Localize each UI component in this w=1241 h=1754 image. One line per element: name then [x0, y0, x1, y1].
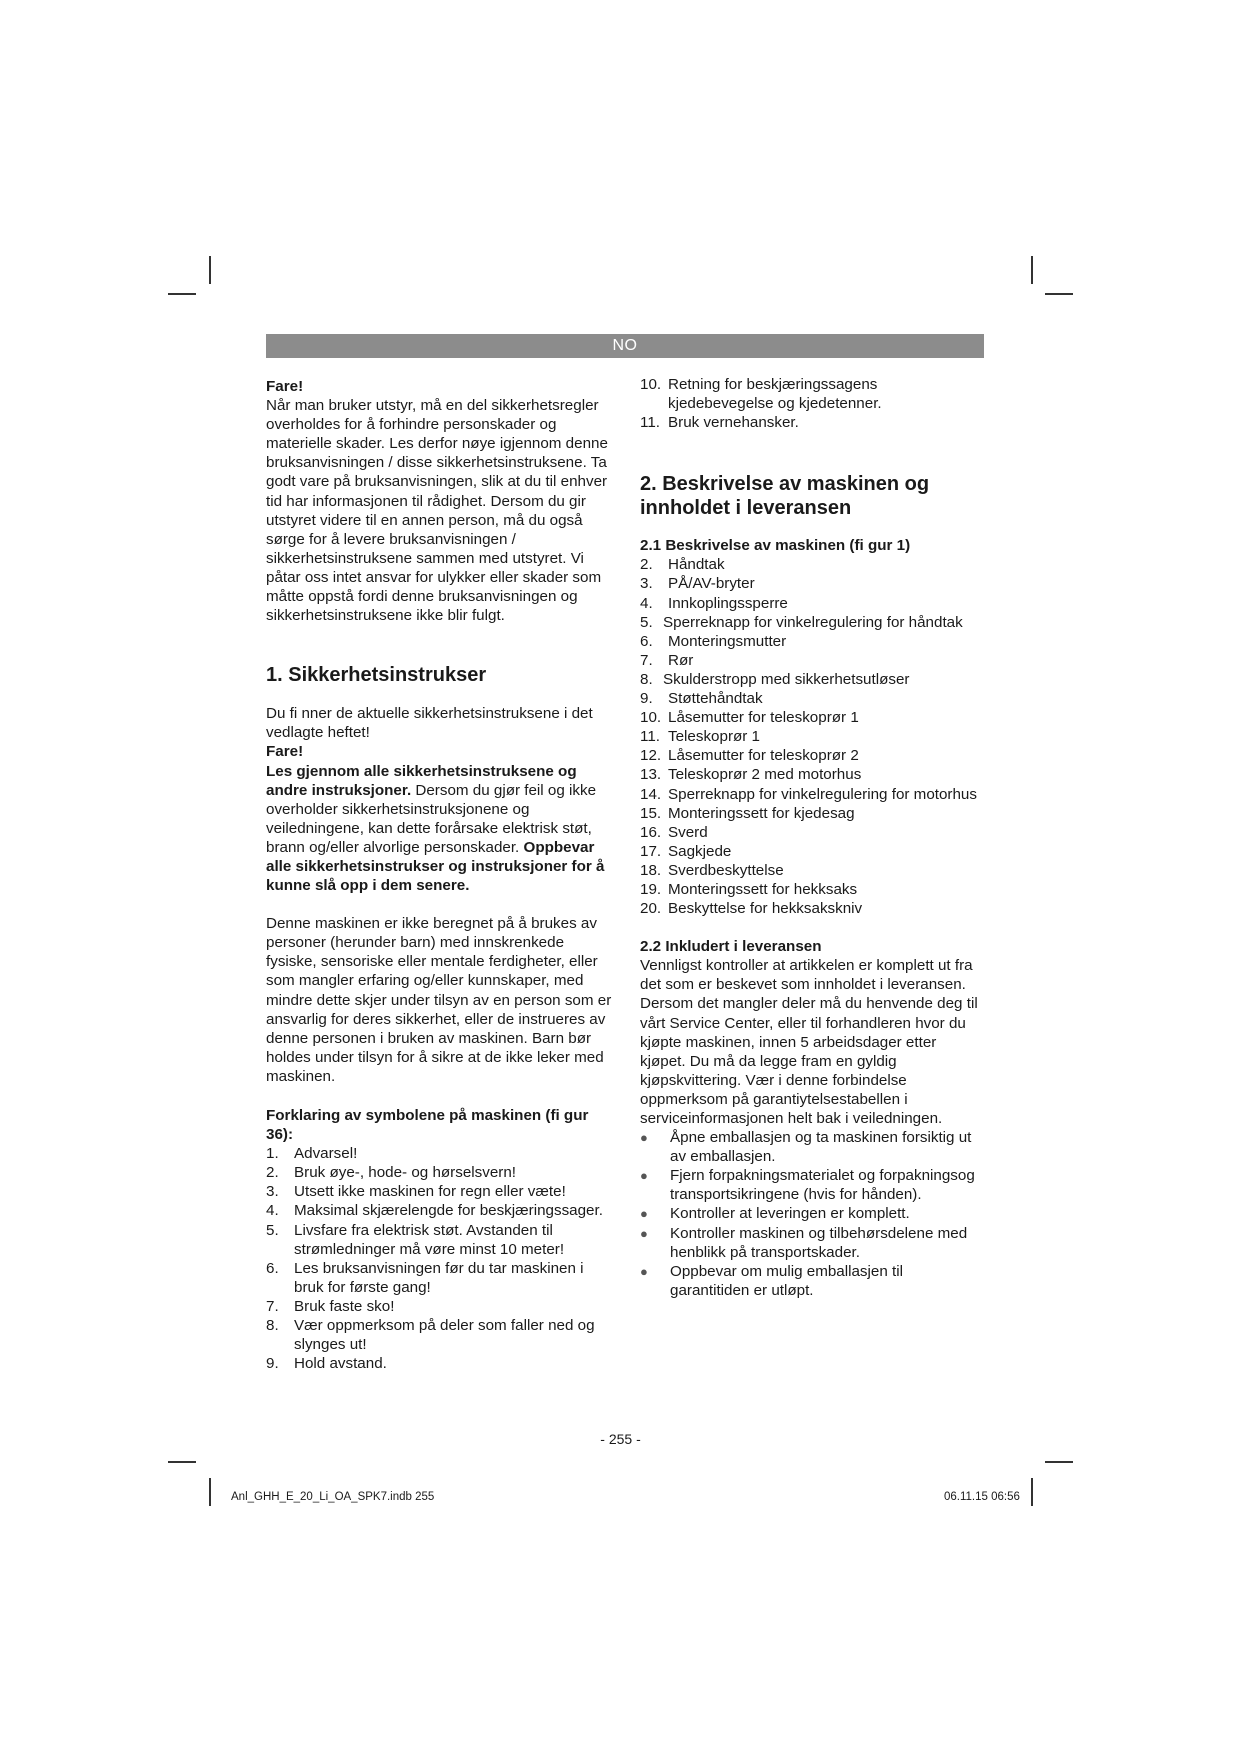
list-text: Sperreknapp for vinkelregulering for håndtak: [663, 613, 963, 631]
list-number: 17.: [640, 842, 662, 860]
crop-mark-top-left-h: [168, 293, 196, 295]
part-item: [640, 670, 984, 689]
list-number: 14.: [640, 785, 662, 803]
bullet-icon: ●: [640, 1206, 648, 1222]
list-text: Beskyttelse for hekksakskniv: [668, 900, 863, 918]
part-item: [640, 899, 984, 918]
list-number: 13.: [640, 766, 662, 784]
bullet-item: [640, 1204, 984, 1223]
part-item: [640, 842, 984, 861]
bullet-item: [640, 1128, 984, 1166]
list-number: 4.: [266, 1202, 279, 1220]
list-number: 7.: [266, 1297, 279, 1315]
list-number: 3.: [640, 575, 653, 593]
list-text: Håndtak: [668, 556, 725, 574]
bullet-text: Oppbevar om mulig emballasjen til garantitiden er utløpt.: [670, 1262, 903, 1299]
safety-booklet-paragraph: Du fi nner de aktuelle sikkerhetsinstruksene i det vedlagte heftet!: [266, 705, 593, 742]
page-number: - 255 -: [600, 1431, 641, 1447]
left-column: [266, 377, 616, 1373]
symbol-item: [266, 1354, 616, 1373]
list-text: Sverdbeskyttelse: [668, 861, 784, 879]
list-number: 9.: [266, 1355, 279, 1373]
list-text: Monteringsmutter: [668, 632, 787, 650]
symbols-list: [266, 1144, 616, 1373]
children-paragraph: Denne maskinen er ikke beregnet på å brukes av personer (herunder barn) med innskrenkede fysiske, sensoriske eller mentale ferdigheter, eller som mangler erfaring og/eller kunnskaper, med mindre dette skjer under tilsyn av en person som er ansvarlig for deres sikkerhet, eller de instrueres av denne personen i bruken av maskinen. Barn bør holdes under tilsyn for å sikre at de ikke leker med maskinen.: [266, 915, 612, 1085]
symbol-item: [266, 1221, 616, 1259]
bullet-text: Kontroller at leveringen er komplett.: [670, 1205, 910, 1223]
list-number: 9.: [640, 690, 653, 708]
list-number: 6.: [266, 1259, 279, 1277]
list-text: Maksimal skjærelengde for beskjæringssager.: [294, 1202, 603, 1220]
intro-paragraph: Når man bruker utstyr, må en del sikkerhetsregler overholdes for å forhindre personskader og materielle skader. Les derfor nøye igjennom denne bruksanvisningen / disse sikkerhetsinstruksene. Ta godt vare på bruksanvisningen, slik at du til enhver tid har informasjonen til rådighet. Dersom du gir utstyret videre til en annen person, må du også sørge for å levere bruksanvisningen / sikkerhetsinstruksene sammen med utstyret. Vi påtar oss intet ansvar for ulykker eller skader som måtte oppstå fordi denne bruksanvisningen og sikkerhetsinstruksene ikke blir fulgt.: [266, 397, 608, 625]
section-2-1-title: 2.1 Beskrivelse av maskinen (fi gur 1): [640, 537, 911, 555]
section-2-title: 2. Beskrivelse av maskinen og innholdet i leveransen: [640, 473, 930, 520]
warning-bold-1: Les gjennom alle sikkerhetsinstruksene og andre instruksjoner.: [266, 762, 577, 799]
part-item: [640, 613, 984, 632]
unpack-bullet-list: [640, 1128, 984, 1300]
bullet-text: Åpne emballasjen og ta maskinen forsiktig ut av emballasjen.: [670, 1129, 972, 1166]
list-text: Skulderstropp med sikkerhetsutløser: [663, 670, 910, 688]
symbol-item: [640, 413, 984, 432]
list-text: Bruk vernehansker.: [668, 414, 799, 432]
part-item: [640, 555, 984, 574]
list-number: 5.: [266, 1221, 279, 1239]
list-text: Bruk øye-, hode- og hørselsvern!: [294, 1164, 516, 1182]
list-number: 16.: [640, 823, 662, 841]
symbols-list-continued: [640, 375, 984, 432]
part-item: [640, 746, 984, 765]
part-item: [640, 765, 984, 784]
symbol-item: [266, 1259, 616, 1297]
section-1-title: 1. Sikkerhetsinstrukser: [266, 664, 487, 687]
print-date-time: 06.11.15 06:56: [944, 1491, 1020, 1503]
list-number: 6.: [640, 632, 653, 650]
crop-mark-top-right-h: [1045, 293, 1073, 295]
list-text: PÅ/AV-bryter: [668, 575, 755, 593]
bullet-item: [640, 1224, 984, 1262]
list-text: Monteringssett for kjedesag: [668, 804, 855, 822]
list-text: Advarsel!: [294, 1145, 358, 1163]
crop-mark-bottom-left-v: [209, 1478, 211, 1506]
list-text: Monteringssett for hekksaks: [668, 880, 858, 898]
list-text: Bruk faste sko!: [294, 1297, 395, 1315]
list-number: 8.: [640, 670, 653, 688]
bullet-icon: ●: [640, 1168, 648, 1184]
bullet-icon: ●: [640, 1263, 648, 1279]
list-text: Retning for beskjæringssagens kjedebevegelse og kjedetenner.: [668, 376, 882, 413]
part-item: [640, 880, 984, 899]
crop-mark-bottom-right-v: [1031, 1478, 1033, 1506]
list-text: Vær oppmerksom på deler som faller ned og slynges ut!: [294, 1317, 595, 1354]
warning-text: Dersom du gjør feil og ikke overholder sikkerhetsinstruksjonene og veiledningene, kan dette forårsake elektrisk støt, brann og/eller alvorlige personskader.: [266, 781, 597, 856]
list-text: Les bruksanvisningen før du tar maskinen i bruk for første gang!: [294, 1259, 584, 1296]
list-text: Livsfare fra elektrisk støt. Avstanden til strømledninger må vøre minst 10 meter!: [294, 1221, 565, 1258]
bullet-text: Fjern forpakningsmaterialet og forpakningsog transportsikringene (hvis for hånden).: [670, 1167, 975, 1204]
part-item: [640, 785, 984, 804]
list-text: Innkoplingssperre: [668, 594, 788, 612]
list-number: 5.: [640, 613, 653, 631]
bullet-item: [640, 1262, 984, 1300]
right-column: [640, 375, 984, 1300]
symbol-item: [266, 1201, 616, 1220]
list-text: Støttehåndtak: [668, 690, 763, 708]
list-number: 10.: [640, 709, 662, 727]
list-number: 8.: [266, 1317, 279, 1335]
part-item: [640, 594, 984, 613]
list-number: 4.: [640, 594, 653, 612]
bullet-text: Kontroller maskinen og tilbehørsdelene med henblikk på transportskader.: [670, 1224, 968, 1261]
bullet-item: [640, 1166, 984, 1204]
list-number: 18.: [640, 861, 662, 879]
crop-mark-bottom-left-h: [168, 1461, 196, 1463]
list-number: 12.: [640, 747, 662, 765]
list-text: Låsemutter for teleskoprør 1: [668, 709, 859, 727]
crop-mark-bottom-right-h: [1045, 1461, 1073, 1463]
symbol-item: [266, 1182, 616, 1201]
part-item: [640, 708, 984, 727]
bullet-icon: ●: [640, 1225, 648, 1241]
list-number: 11.: [640, 414, 660, 432]
symbol-item: [266, 1316, 616, 1354]
list-text: Teleskoprør 2 med motorhus: [668, 766, 862, 784]
symbol-item: [266, 1297, 616, 1316]
part-item: [640, 823, 984, 842]
list-number: 20.: [640, 900, 662, 918]
list-text: Teleskoprør 1: [668, 728, 760, 746]
part-item: [640, 804, 984, 823]
list-number: 10.: [640, 376, 662, 393]
part-item: [640, 689, 984, 708]
list-number: 2.: [266, 1164, 279, 1182]
warning-paragraph: [266, 762, 616, 896]
list-text: Rør: [668, 651, 694, 669]
danger-label: Fare!: [266, 378, 304, 395]
print-file-name: Anl_GHH_E_20_Li_OA_SPK7.indb 255: [231, 1491, 435, 1503]
part-item: [640, 574, 984, 593]
bullet-icon: ●: [640, 1130, 648, 1146]
part-item: [640, 727, 984, 746]
part-item: [640, 632, 984, 651]
list-text: Hold avstand.: [294, 1355, 387, 1373]
list-text: Sverd: [668, 823, 708, 841]
list-text: Utsett ikke maskinen for regn eller væte!: [294, 1183, 566, 1201]
warning-bold-2: Oppbevar alle sikkerhetsinstrukser og instruksjoner for å kunne slå opp i dem senere.: [266, 838, 605, 895]
symbol-item: [640, 375, 984, 413]
list-number: 1.: [266, 1145, 279, 1163]
list-text: Låsemutter for teleskoprør 2: [668, 747, 859, 765]
part-item: [640, 861, 984, 880]
list-number: 7.: [640, 651, 653, 669]
parts-list: [640, 555, 984, 918]
part-item: [640, 651, 984, 670]
language-header-bar: NO: [266, 334, 984, 358]
list-text: Sperreknapp for vinkelregulering for motorhus: [668, 785, 977, 803]
list-number: 3.: [266, 1183, 279, 1201]
crop-mark-top-left-v: [209, 256, 211, 284]
delivery-paragraph: Vennligst kontroller at artikkelen er komplett ut fra det som er beskevet som innholdet i leveransen. Dersom det mangler deler må du henvende deg til vårt Service Center, eller til forhandleren hvor du kjøpte maskinen, innen 5 arbeidsdager etter kjøpet. Du må da legge fram en gyldig kjøpskvittering. Vær i denne forbindelse oppmerksom på garantiytelsestabellen i serviceinformasjonen helt bak i veiledningen.: [640, 957, 978, 1127]
list-number: 15.: [640, 804, 662, 822]
list-text: Sagkjede: [668, 842, 732, 860]
symbol-item: [266, 1144, 616, 1163]
symbol-item: [266, 1163, 616, 1182]
list-number: 2.: [640, 556, 653, 574]
section-2-2-title: 2.2 Inkludert i leveransen: [640, 938, 822, 956]
danger-label-2: Fare!: [266, 743, 304, 761]
symbols-title: Forklaring av symbolene på maskinen (fi gur 36):: [266, 1107, 589, 1144]
list-number: 11.: [640, 728, 660, 746]
list-number: 19.: [640, 880, 662, 898]
crop-mark-top-right-v: [1031, 256, 1033, 284]
